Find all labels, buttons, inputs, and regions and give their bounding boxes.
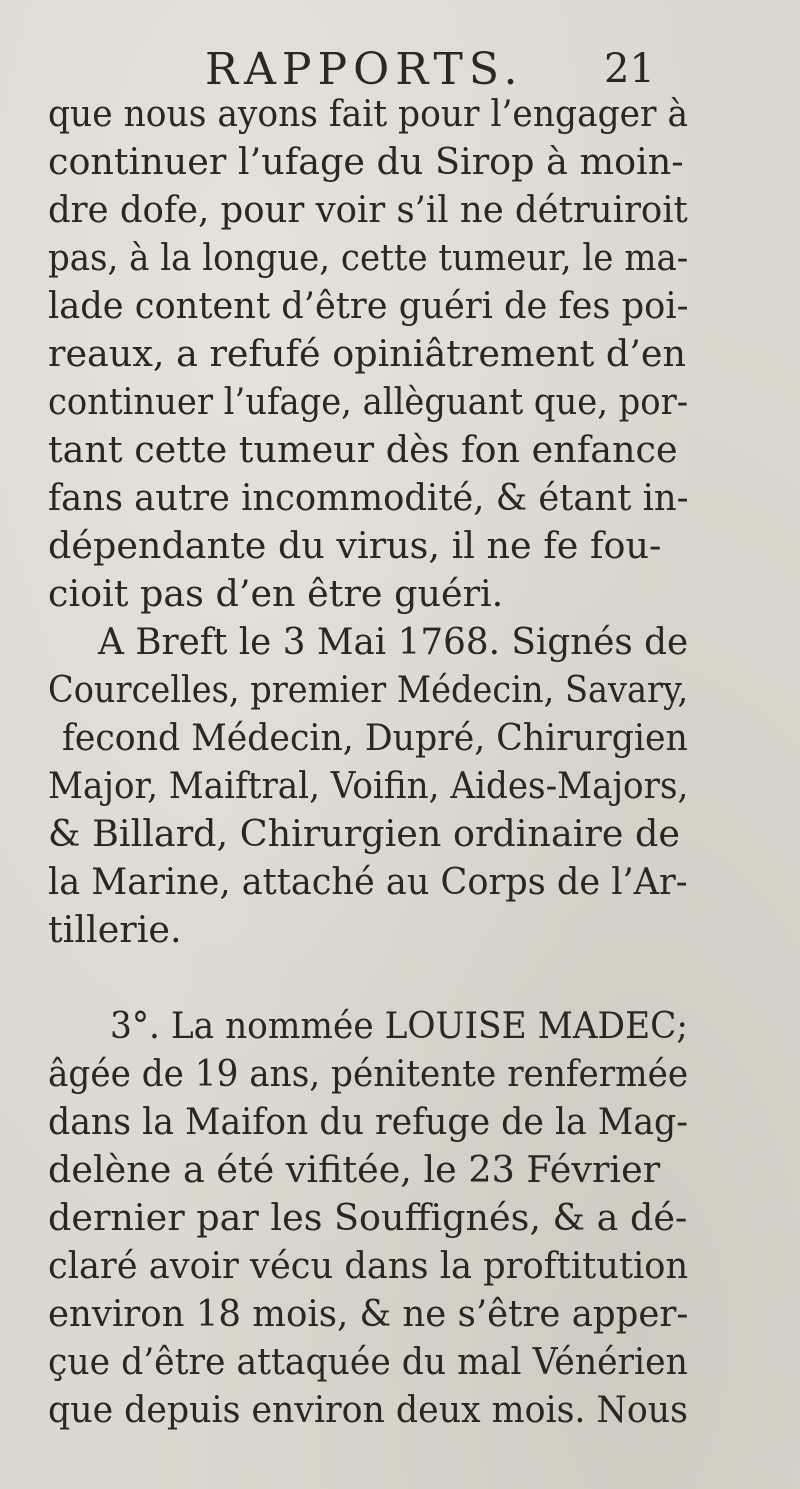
- text-line: continuer l’ufage, allèguant que, por-: [48, 380, 689, 423]
- text-line: dre dofe, pour voir s’il ne détruiroit: [48, 188, 688, 231]
- text-line: delène a été vifitée, le 23 Février: [48, 1148, 661, 1191]
- section-heading-line: 3°. La nommée LOUISE MADEC;: [110, 1004, 689, 1047]
- signature-line: & Billard, Chirurgien ordinaire de: [48, 812, 680, 855]
- text-line: lade content d’être guéri de fes poi-: [48, 284, 689, 327]
- text-line: âgée de 19 ans, pénitente renfermée: [48, 1052, 689, 1095]
- signature-line: tillerie.: [48, 908, 182, 951]
- running-head: RAPPORTS.: [205, 44, 524, 95]
- text-line: reaux, a refufé opiniâtrement d’en: [48, 332, 686, 375]
- signature-line: Courcelles, premier Médecin, Savary,: [48, 668, 689, 711]
- signature-line: fecond Médecin, Dupré, Chirurgien: [62, 716, 688, 759]
- text-line: dépendante du virus, il ne fe fou-: [48, 524, 662, 567]
- signature-line: A Breft le 3 Mai 1768. Signés de: [98, 620, 689, 663]
- text-line: tant cette tumeur dès fon enfance: [48, 428, 678, 471]
- text-line: pas, à la longue, cette tumeur, le ma-: [48, 236, 689, 279]
- text-line: que nous ayons fait pour l’engager à: [48, 92, 689, 135]
- text-line: çue d’être attaquée du mal Vénérien: [48, 1340, 688, 1383]
- text-line: dernier par les Souffignés, & a dé-: [48, 1196, 688, 1239]
- text-line: continuer l’ufage du Sirop à moin-: [48, 140, 684, 183]
- text-line: fans autre incommodité, & étant in-: [48, 476, 689, 519]
- signature-line: la Marine, attaché au Corps de l’Ar-: [48, 860, 688, 903]
- text-line: cioit pas d’en être guéri.: [48, 572, 504, 615]
- page-header: [0, 40, 800, 100]
- signature-line: Major, Maiftral, Voifin, Aides-Majors,: [48, 764, 689, 807]
- text-line: environ 18 mois, & ne s’être apper-: [48, 1292, 689, 1335]
- text-line: claré avoir vécu dans la proftitution: [48, 1244, 689, 1287]
- text-line: que depuis environ deux mois. Nous: [48, 1388, 688, 1431]
- page-number: 21: [604, 46, 655, 92]
- text-line: dans la Maifon du refuge de la Mag-: [48, 1100, 688, 1143]
